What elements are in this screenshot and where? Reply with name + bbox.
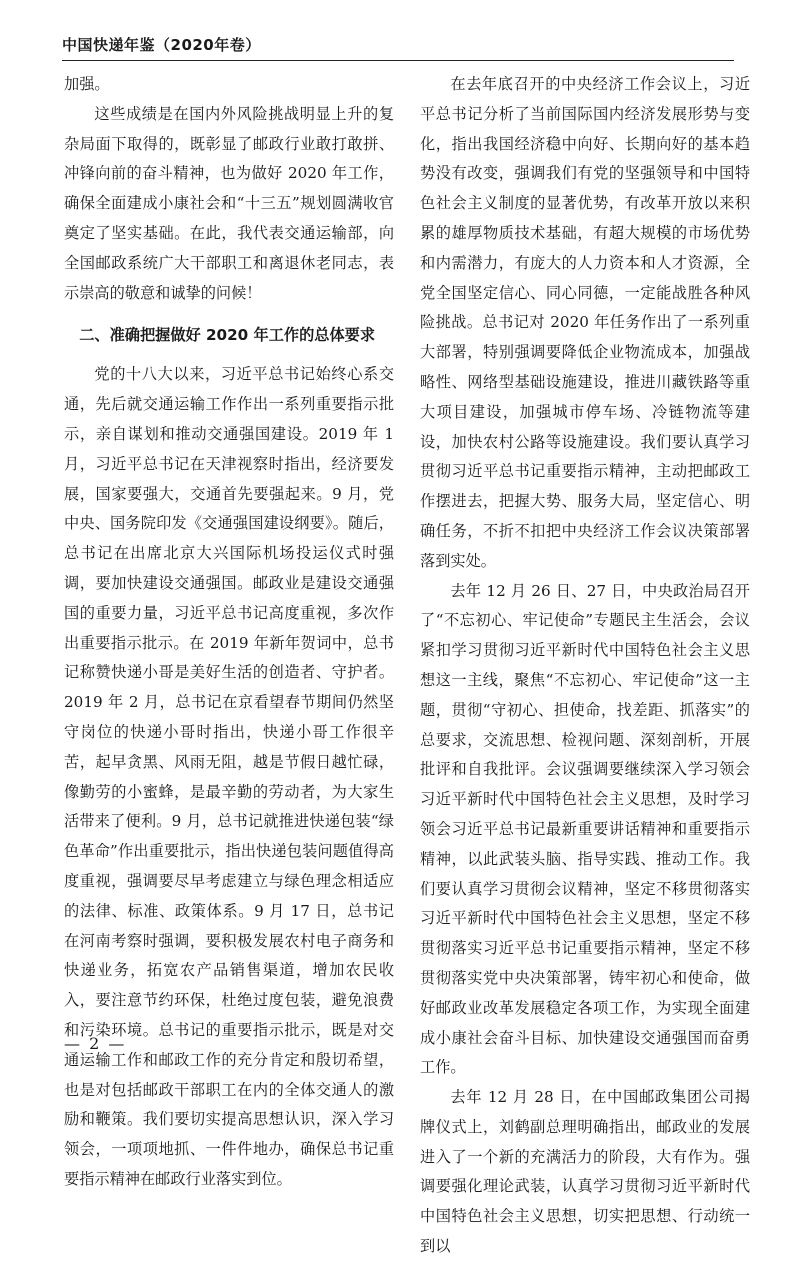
header-rule bbox=[62, 60, 734, 61]
left-paragraph-2: 党的十八大以来，习近平总书记始终心系交通，先后就交通运输工作作出一系列重要指示批示，亲自谋划和推动交通强国建设。2019 年 1 月，习近平总书记在天津视察时指出，经济要发展，国家要强大，交通首先要强起来。9 月，党中央、国务院印发《交通强国建设纲要》。随后，总书记在出席北京大兴国际机场投运仪式时强调，要加快建设交通强国。邮政业是建设交通强国的重要力量，习近平总书记高度重视，多次作出重要指示批示。在 2019 年新年贺词中，总书记称赞快递小哥是美好生活的创造者、守护者。2019 年 2 月，总书记在京看望春节期间仍然坚守岗位的快递小哥时指出，快递小哥工作很辛苦，起早贪黑、风雨无阻，越是节假日越忙碌，像勤劳的小蜜蜂，是最辛勤的劳动者，为大家生活带来了便利。9 月，总书记就推进快递包装“绿色革命”作出重要批示，指出快递包装问题值得高度重视，强调要尽早考虑建立与绿色理念相适应的法律、标准、政策体系。9 月 17 日，总书记在河南考察时强调，要积极发展农村电子商务和快递业务，拓宽农产品销售渠道，增加农民收入，要注意节约环保，杜绝过度包装，避免浪费和污染环境。总书记的重要指示批示，既是对交通运输工作和邮政工作的充分肯定和殷切希望，也是对包括邮政干部职工在内的全体交通人的激励和鞭策。我们要切实提高思想认识，深入学习领会，一项项地抓、一件件地办，确保总书记重要指示精神在邮政行业落实到位。 bbox=[64, 365, 394, 1188]
right-column bbox=[420, 70, 750, 1262]
left-paragraph-0: 加强。 bbox=[64, 75, 110, 93]
right-paragraph-1: 在去年底召开的中央经济工作会议上，习近平总书记分析了当前国际国内经济发展形势与变化，指出我国经济稳中向好、长期向好的基本趋势没有改变，强调我们有党的坚强领导和中国特色社会主义制度的显著优势，有改革开放以来积累的雄厚物质技术基础，有超大规模的市场优势和内需潜力，有庞大的人力资本和人才资源，全党全国坚定信心、同心同德，一定能战胜各种风险挑战。总书记对 2020 年任务作出了一系列重大部署，特别强调要降低企业物流成本，加强战略性、网络型基础设施建设，推进川藏铁路等重大项目建设，加强城市停车场、冷链物流等建设，加快农村公路等设施建设。我们要认真学习贯彻习近平总书记重要指示精神，主动把邮政工作摆进去，把握大势、服务大局，坚定信心、明确任务，不折不扣把中央经济工作会议决策部署落到实处。 bbox=[420, 75, 750, 570]
page-number: — 2 — bbox=[64, 1034, 127, 1053]
running-header: 中国快递年鉴（2020年卷） bbox=[62, 36, 261, 54]
section-heading: 二、准确把握做好 2020 年工作的总体要求 bbox=[79, 326, 376, 345]
left-paragraph-1: 这些成绩是在国内外风险挑战明显上升的复杂局面下取得的，既彰显了邮政行业敢打敢拼、冲锋向前的奋斗精神，也为做好 2020 年工作，确保全面建成小康社会和“十三五”规划圆满收官奠定了坚实基础。在此，我代表交通运输部，向全国邮政系统广大干部职工和离退休老同志，表示崇高的敬意和诚挚的问候！ bbox=[64, 104, 394, 302]
left-column bbox=[64, 70, 394, 1195]
right-paragraph-3: 去年 12 月 28 日，在中国邮政集团公司揭牌仪式上，刘鹤副总理明确指出，邮政业的发展进入了一个新的充满活力的阶段，大有作为。强调要强化理论武装，认真学习贯彻习近平新时代中国特色社会主义思想，切实把思想、行动统一到以 bbox=[420, 1088, 750, 1256]
right-paragraph-2: 去年 12 月 26 日、27 日，中央政治局召开了“不忘初心、牢记使命”专题民主生活会，会议紧扣学习贯彻习近平新时代中国特色社会主义思想这一主线，聚焦“不忘初心、牢记使命”这一主题，贯彻“守初心、担使命，找差距、抓落实”的总要求，交流思想、检视问题、深刻剖析，开展批评和自我批评。会议强调要继续深入学习领会习近平新时代中国特色社会主义思想，及时学习领会习近平总书记最新重要讲话精神和重要指示精神，以此武装头脑、指导实践、推动工作。我们要认真学习贯彻会议精神，坚定不移贯彻落实习近平新时代中国特色社会主义思想，坚定不移贯彻落实习近平总书记重要指示精神，坚定不移贯彻落实党中央决策部署，铸牢初心和使命，做好邮政业改革发展稳定各项工作，为实现全面建成小康社会奋斗目标、加快建设交通强国而奋勇工作。 bbox=[420, 581, 750, 1077]
